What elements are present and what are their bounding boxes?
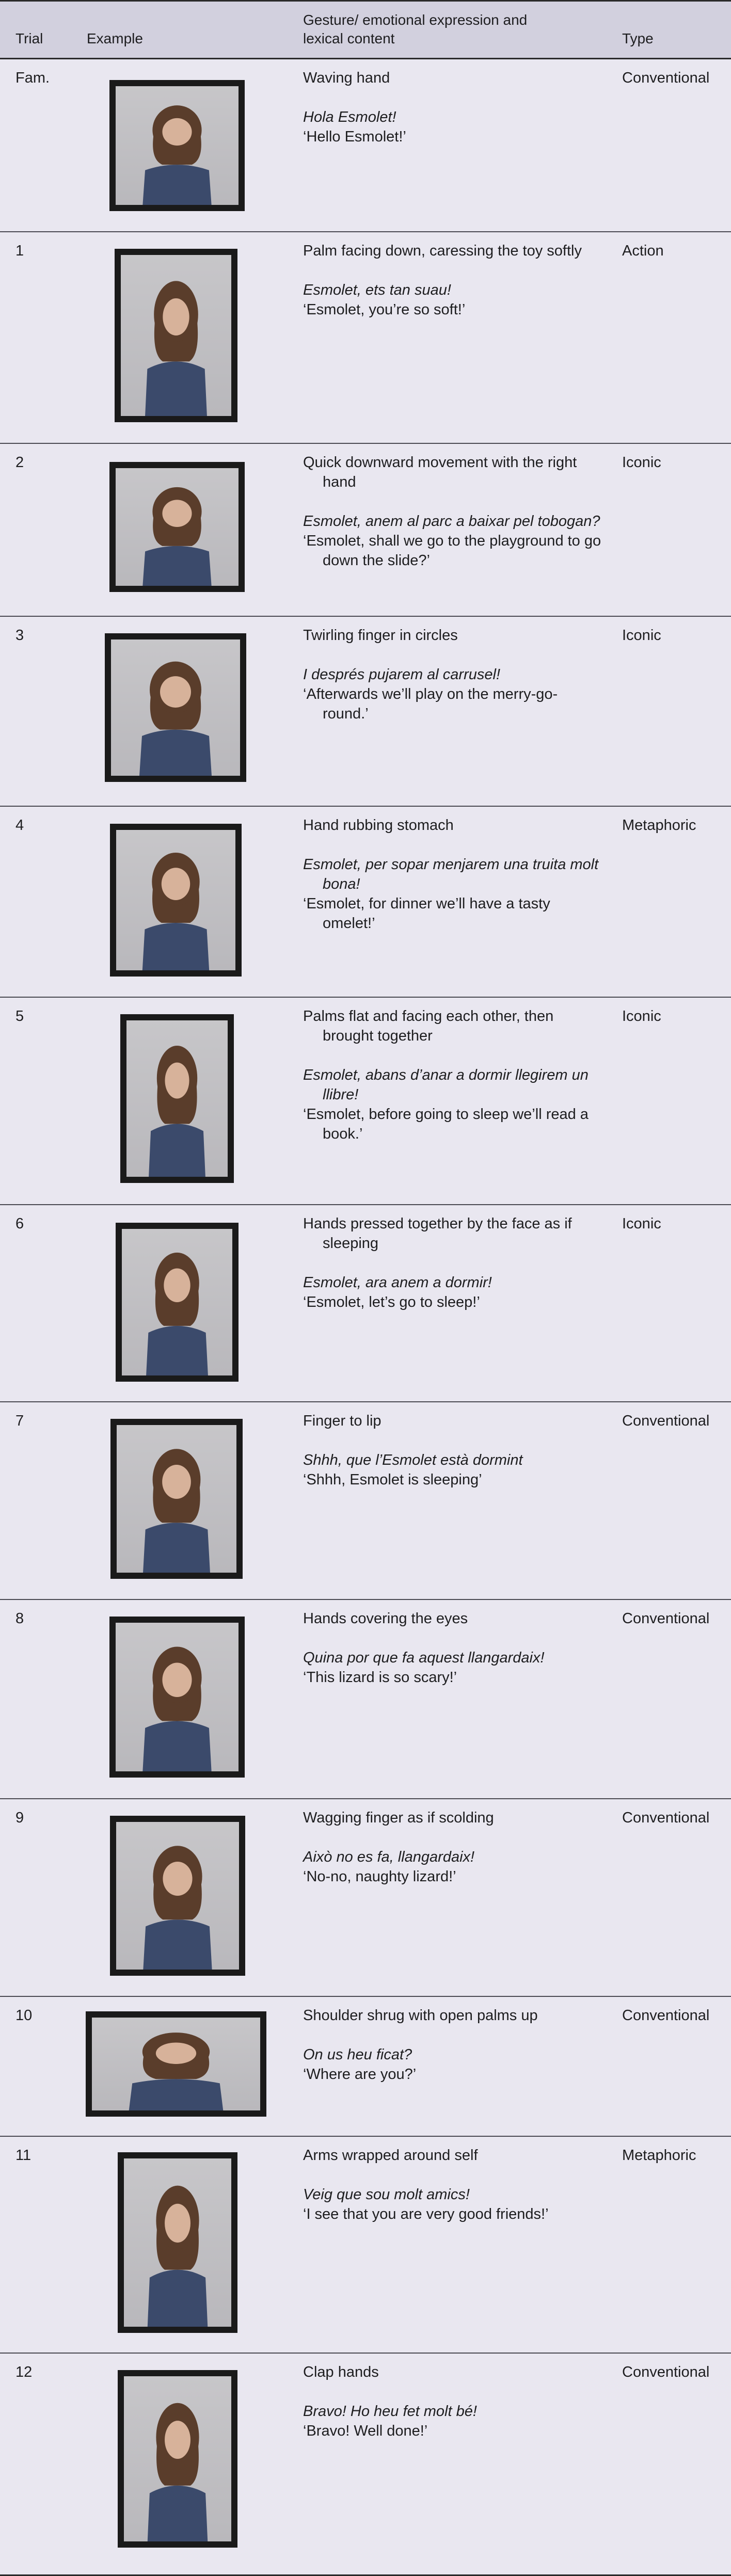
- gesture-type: Conventional: [622, 1413, 710, 1429]
- table-row: [0, 1600, 731, 1799]
- trial-label: 11: [15, 2147, 31, 2164]
- table-row: [0, 1997, 731, 2137]
- table-row: [0, 2137, 731, 2354]
- lexical-english: ‘Esmolet, let’s go to sleep!’: [303, 1294, 480, 1310]
- gesture-description: [303, 815, 602, 933]
- trial-label: 3: [15, 627, 24, 644]
- trial-label: 7: [15, 1413, 24, 1429]
- lexical-catalan: Esmolet, ets tan suau!: [303, 282, 451, 298]
- table-header: [0, 0, 731, 59]
- lexical-english: ‘This lizard is so scary!’: [303, 1669, 457, 1686]
- gesture-description: [303, 1808, 602, 1886]
- gesture-description: [303, 2362, 602, 2441]
- lexical-english: ‘Esmolet, for dinner we’ll have a tasty omelet!’: [303, 895, 550, 932]
- trial-label: 4: [15, 817, 24, 834]
- trial-label: 8: [15, 1610, 24, 1627]
- lexical-catalan: Bravo! Ho heu fet molt bé!: [303, 2403, 477, 2420]
- table-row: [0, 1402, 731, 1600]
- lexical-english: ‘Where are you?’: [303, 2066, 417, 2083]
- example-photo: [110, 1419, 243, 1579]
- example-photo: [115, 249, 237, 422]
- lexical-catalan: On us heu ficat?: [303, 2046, 412, 2063]
- gesture-type: Action: [622, 243, 664, 259]
- gesture-description: [303, 2006, 602, 2084]
- gesture-type: Iconic: [622, 1215, 661, 1232]
- lexical-english: ‘Hello Esmolet!’: [303, 129, 406, 145]
- gesture-type: Conventional: [622, 1610, 710, 1627]
- trial-label: 12: [15, 2364, 33, 2380]
- table-row: [0, 2354, 731, 2576]
- gesture-text: Clap hands: [303, 2364, 379, 2380]
- trial-label: 10: [15, 2007, 33, 2024]
- gesture-description: [303, 68, 602, 147]
- gesture-text: Shoulder shrug with open palms up: [303, 2007, 538, 2024]
- table-row: [0, 59, 731, 232]
- example-photo: [86, 2011, 266, 2117]
- example-photo: [120, 1014, 234, 1183]
- lexical-catalan: Quina por que fa aquest llangardaix!: [303, 1650, 545, 1666]
- lexical-catalan: Això no es fa, llangardaix!: [303, 1849, 475, 1865]
- example-photo: [118, 2152, 237, 2333]
- gesture-type: Metaphoric: [622, 817, 696, 834]
- example-photo: [118, 2370, 237, 2548]
- gesture-description: [303, 2146, 602, 2224]
- lexical-english: ‘Bravo! Well done!’: [303, 2423, 428, 2439]
- lexical-catalan: Shhh, que l’Esmolet està dormint: [303, 1452, 523, 1468]
- gesture-description: [303, 626, 602, 724]
- gesture-type: Metaphoric: [622, 2147, 696, 2164]
- gesture-text: Hands covering the eyes: [303, 1610, 468, 1627]
- trial-label: 1: [15, 243, 24, 259]
- lexical-catalan: Veig que sou molt amics!: [303, 2186, 470, 2203]
- gesture-description: [303, 453, 602, 570]
- trial-label: 9: [15, 1810, 24, 1826]
- trial-label: Fam.: [15, 70, 50, 86]
- table-row: [0, 444, 731, 617]
- example-photo: [116, 1223, 239, 1382]
- gesture-text: Quick downward movement with the right hand: [303, 454, 577, 490]
- gesture-text: Hands pressed together by the face as if sleeping: [303, 1215, 572, 1252]
- lexical-english: ‘Esmolet, before going to sleep we’ll read a book.’: [303, 1106, 589, 1142]
- gesture-text: Finger to lip: [303, 1413, 382, 1429]
- example-photo: [109, 80, 245, 211]
- gesture-type: Iconic: [622, 627, 661, 644]
- lexical-catalan: Esmolet, abans d’anar a dormir llegirem un llibre!: [303, 1067, 589, 1103]
- gesture-text: Arms wrapped around self: [303, 2147, 478, 2164]
- trial-label: 2: [15, 454, 24, 471]
- lexical-english: ‘Esmolet, you’re so soft!’: [303, 301, 466, 318]
- gesture-description: [303, 1006, 602, 1144]
- gesture-text: Hand rubbing stomach: [303, 817, 454, 834]
- gesture-description: [303, 1411, 602, 1490]
- lexical-english: ‘I see that you are very good friends!’: [303, 2206, 549, 2222]
- trial-label: 5: [15, 1008, 24, 1025]
- lexical-catalan: Esmolet, per sopar menjarem una truita molt bona!: [303, 856, 599, 892]
- gesture-type: Conventional: [622, 2364, 710, 2380]
- gesture-text: Twirling finger in circles: [303, 627, 458, 644]
- gesture-text: Wagging finger as if scolding: [303, 1810, 494, 1826]
- gesture-type: Conventional: [622, 2007, 710, 2024]
- trial-label: 6: [15, 1215, 24, 1232]
- example-photo: [109, 462, 245, 592]
- lexical-catalan: Esmolet, anem al parc a baixar pel tobogan?: [303, 513, 600, 530]
- gesture-description: [303, 241, 602, 319]
- gesture-type: Conventional: [622, 1810, 710, 1826]
- lexical-english: ‘Esmolet, shall we go to the playground to go down the slide?’: [303, 533, 601, 569]
- lexical-catalan: I després pujarem al carrusel!: [303, 666, 500, 683]
- lexical-english: ‘Shhh, Esmolet is sleeping’: [303, 1471, 482, 1488]
- table-row: [0, 998, 731, 1205]
- example-photo: [109, 1617, 245, 1778]
- lexical-catalan: Hola Esmolet!: [303, 109, 396, 125]
- header-type: Type: [622, 30, 654, 46]
- example-photo: [105, 633, 246, 782]
- example-photo: [110, 1816, 245, 1976]
- gesture-text: Palm facing down, caressing the toy softly: [303, 243, 582, 259]
- gesture-type: Iconic: [622, 454, 661, 471]
- table-row: [0, 617, 731, 807]
- table-row: [0, 1799, 731, 1997]
- gesture-text: Palms flat and facing each other, then brought together: [303, 1008, 554, 1044]
- lexical-catalan: Esmolet, ara anem a dormir!: [303, 1274, 492, 1291]
- lexical-english: ‘Afterwards we’ll play on the merry-go-round.’: [303, 686, 558, 722]
- header-gesture: Gesture/ emotional expression and lexical content: [303, 12, 528, 46]
- table-row: [0, 1205, 731, 1402]
- gesture-type: Conventional: [622, 70, 710, 86]
- lexical-english: ‘No-no, naughty lizard!’: [303, 1868, 456, 1885]
- gesture-type: Iconic: [622, 1008, 661, 1025]
- example-photo: [110, 824, 242, 977]
- header-trial: Trial: [15, 30, 43, 46]
- table-row: [0, 807, 731, 998]
- header-example: Example: [87, 30, 143, 46]
- gesture-description: [303, 1214, 602, 1312]
- table-row: [0, 232, 731, 444]
- gesture-text: Waving hand: [303, 70, 390, 86]
- gesture-description: [303, 1609, 602, 1687]
